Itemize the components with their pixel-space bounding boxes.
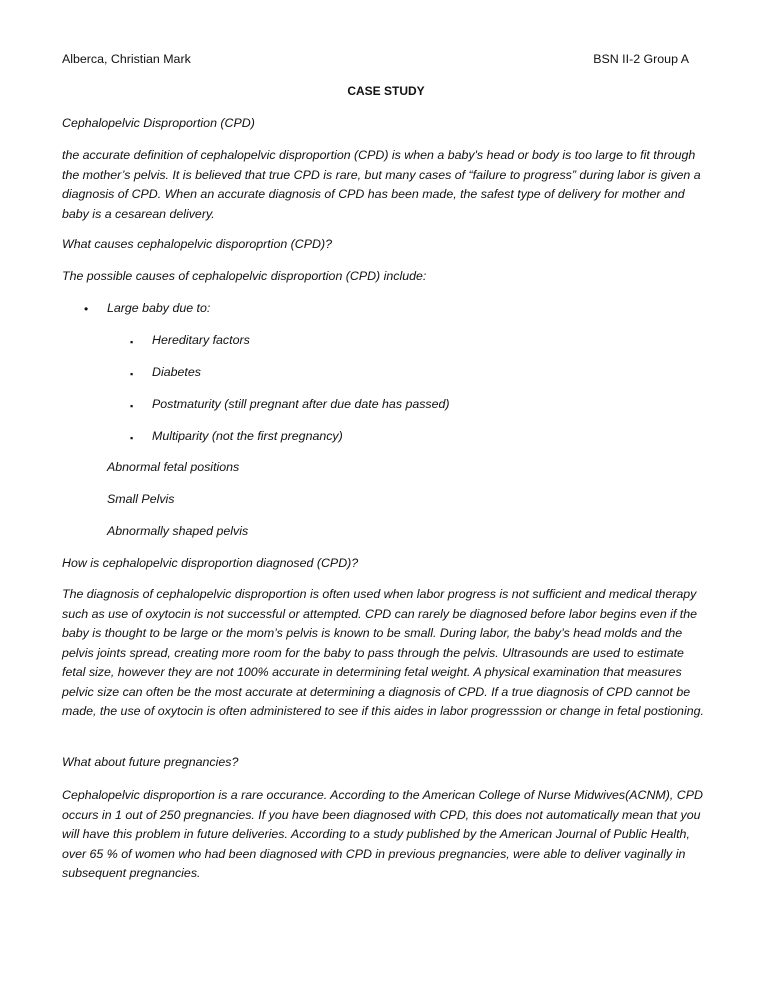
diagnosis-question: How is cephalopelvic disproportion diagnosed (CPD)?: [62, 556, 359, 570]
sub-item-text: Diabetes: [152, 365, 201, 379]
sub-item-text: Hereditary factors: [152, 333, 250, 347]
diagnosis-paragraph: The diagnosis of cephalopelvic disproportion is often used when labor progress is not sufficient and medical therapy such as use of oxytocin is not successful or attempted. CPD can rarely be diagnosed before labor begins even if the baby is thought to be large or the mom’s pelvis is known to be small. During labor, the baby’s head molds and the pelvis joints spread, creating more room for the baby to pass through the pelvis. Ultrasounds are used to estimate fetal size, however they are not 100% accurate in determining fetal weight. A physical examination that measures pelvic size can often be the most accurate at determining a diagnosis of CPD. If a true diagnosis of CPD cannot be made, the use of oxytocin is often administered to see if this aides in labor progresssion or change in fetal postioning.: [62, 587, 704, 718]
other-cause-text: Abnormally shaped pelvis: [107, 524, 249, 538]
bullet-icon: •: [84, 302, 89, 316]
class-group: BSN II-2 Group A: [593, 52, 689, 66]
document-title: CASE STUDY: [347, 84, 425, 98]
other-cause-text: Small Pelvis: [107, 492, 175, 506]
section-heading-cpd: Cephalopelvic Disproportion (CPD): [62, 116, 255, 130]
square-bullet-icon: ▪: [130, 369, 134, 379]
main-bullet-text: Large baby due to:: [107, 301, 211, 315]
future-question: What about future pregnancies?: [62, 755, 239, 769]
cpd-definition-paragraph: the accurate definition of cephalopelvic disproportion (CPD) is when a baby's head or body is too large to fit through the mother’s pelvis. It is believed that true CPD is rare, but many cases of “failure to progress” during labor is given a diagnosis of CPD. When an accurate diagnosis of CPD has been made, the safest type of delivery for mother and baby is a cesarean delivery.: [62, 148, 701, 221]
sub-item-text: Postmaturity (still pregnant after due date has passed): [152, 397, 450, 411]
sub-item-text: Multiparity (not the first pregnancy): [152, 429, 343, 443]
author-name: Alberca, Christian Mark: [62, 52, 191, 66]
causes-question: What causes cephalopelvic disporoprtion (CPD)?: [62, 237, 332, 251]
causes-intro: The possible causes of cephalopelvic disproportion (CPD) include:: [62, 269, 427, 283]
future-pregnancies-paragraph: Cephalopelvic disproportion is a rare occurance. According to the American College of Nurse Midwives(ACNM), CPD occurs in 1 out of 250 pregnancies. If you have been diagnosed with CPD, this does not automatically mean that you will have this problem in future deliveries. According to a study published by the American Journal of Public Health, over 65 % of women who had been diagnosed with CPD in previous pregnancies, were able to deliver vaginally in subsequent pregnancies.: [62, 788, 703, 880]
square-bullet-icon: ▪: [130, 337, 134, 347]
square-bullet-icon: ▪: [130, 433, 134, 443]
other-cause-text: Abnormal fetal positions: [107, 460, 240, 474]
square-bullet-icon: ▪: [130, 401, 134, 411]
